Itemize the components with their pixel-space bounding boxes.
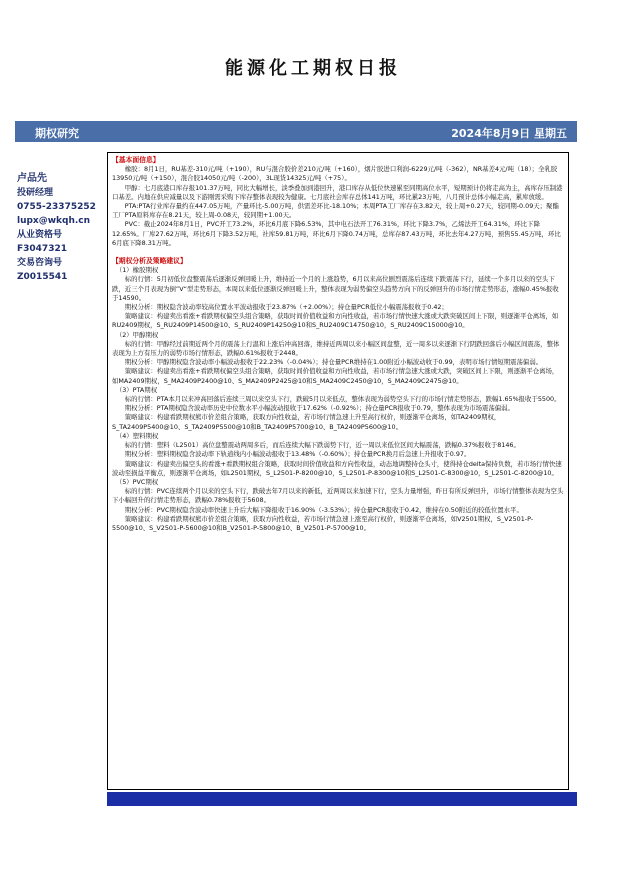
- analysis-subheading: （1）橡胶期权: [115, 266, 159, 275]
- analysis-paragraph: 标的行情：PTA本月以来冲高回落后连续三周以来空头下行，跌破5月以来低点，整体表现为弱势空头下行的市场行情走势形态，跌幅1.65%报收于5500。: [124, 395, 561, 404]
- analysis-paragraph: 期权分析：PVC期权隐含波动率快速上升后大幅下降报收于16.90%（-3.53%）；持仓量PCR报收于0.42，维持在0.50附近的较低位置水平。: [124, 505, 523, 514]
- analyst-name: 卢品先: [17, 173, 47, 184]
- qualification-label: 从业资格号: [17, 230, 63, 240]
- analyst-info: [17, 172, 105, 284]
- report-content: [107, 152, 569, 790]
- qualification-number: F3047321: [17, 244, 67, 254]
- analysis-list: [112, 266, 564, 533]
- section-banner: [15, 121, 577, 142]
- banner-category: 期权研究: [35, 127, 79, 140]
- analysis-subheading: （3）PTA期权: [115, 385, 158, 394]
- analysis-paragraph: 标的行情：5月初低位盘整震荡后逐渐反弹回暖上升，维持近一个月的上涨趋势，6月以来高位剧烈震荡后连续下跌震荡下行，延续一个多月以来的空头下跌，近三个月表现为倒”V“型走势形态，本周以来低位逐渐反弹回暖上升，整体表现为弱势偏空头趋势方向下的反弹回升的市场行情走势形态，涨幅0.45%报收于14590。: [112, 275, 559, 302]
- analysis-paragraph: 标的行情：甲醇经过前期近两个月的震荡上行温和上涨后冲高回落，维持近两周以来小幅区间盘整，近一周多以来逐渐下行阴跌回落后小幅区间震荡，整体表现为上方有压力的弱势市场行情形态，跌幅0.61%报收于2448。: [112, 339, 560, 358]
- analysis-paragraph: 策略建议：构建看跌期权熊市价差组合策略，获取方向性收益，若市场行情急速上涨至高行权价，则逐渐平仓离场，如V2501期权，S_V2501-P-5500@10、S_V2501-P-5600@10和B_V2501-P-5800@10、B_V2501-P-5700@10。: [112, 514, 534, 532]
- analysis-paragraph: 策略建议：构建卖出偏空头的看涨+看跌期权组合策略，获取时间价值收益和方向性收益，动态地调整持仓头寸，使得持仓delta保持负数，若市场行情快速波动至损益平衡点，则逐渐平仓离场，如L2501期权，S_L2501-P-8200@10，S_L2501-P-8300@10和S_L2501-C-8300@10，S_L2501-C-8200@10。: [112, 459, 562, 477]
- analysis-heading: 【期权分析及策略建议】: [112, 257, 187, 266]
- basic-info-heading: 【基本面信息】: [112, 156, 160, 164]
- analysis-paragraph: 期权分析：甲醇期权隐含波动率小幅波动报收于22.23%（-0.04%）；持仓量PCR维持在1.00附近小幅波动收于0.99，表明市场行情短期震荡偏弱。: [124, 358, 543, 367]
- analysis-subheading: （4）塑料期权: [115, 431, 159, 440]
- analysis-subheading: （5）PVC期权: [115, 477, 159, 486]
- basic-paragraph: PTA:PTA行业库存量约在447.05万吨，产量环比-5.00万吨，供需差环比-18.10%；本周PTA工厂库存在3.82天，较上周+0.27天，较同期-0.09天；聚酯工厂PTA原料库存在8.21天，较上周-0.08天，较同期+1.00天。: [112, 202, 559, 220]
- analyst-title: 投研经理: [17, 188, 54, 198]
- analysis-paragraph: 期权分析：期权隐含波动率较高位置水平波动报收于23.87%（+2.00%）；持仓量PCR低位小幅震荡报收于0.42；: [124, 303, 448, 312]
- analysis-paragraph: 策略建议：构建看跌期权熊市价差组合策略，获取方向性收益，若市场行情急速上升至高行权价，则逐渐平仓离场，如TA2409期权，S_TA2409P5400@10、S_TA2409P5500@10和B_TA2409P5700@10、B_TA2409P5600@10。: [112, 413, 501, 431]
- basic-paragraph: 橡胶：8月1日，RU基差-310元/吨（+190），RU与混合胶价差210元/吨（+160），烟片胶进口利润-6229元/吨（-362），NR基差4元/吨（18）；全乳胶13950元/吨（+150），混合胶14050元/吨（-200），3L现货14325元/吨（+75）。: [112, 165, 558, 183]
- analysis-paragraph: 期权分析：PTA期权隐含波动率历史中位数水平小幅波动报收于17.62%（-0.92%）；持仓量PCR报收于0.79，整体表现为市场震荡偏弱。: [124, 404, 514, 413]
- consulting-label: 交易咨询号: [17, 258, 63, 268]
- basic-paragraph: PVC：截止2024年8月1日，PVC开工73.2%，环比6月底下降6.53%，其中电石法开工76.31%，环比下降3.7%，乙烯法开工64.31%，环比下降12.65%。厂库27.62万吨，环比6月下降3.52万吨，社库59.81万吨，环比6月下降0.74万吨，总库存87.43万吨，环比去年4.27万吨，预售55.45万吨，环比6月底下降8.31万吨。: [112, 220, 561, 247]
- consulting-number: Z0015541: [17, 272, 68, 282]
- analysis-paragraph: 策略建议：构建卖出看涨+看跌期权偏空头组合策略，获取时间价值收益和方向性收益，若市场行情急速大涨或大跌，突破区间上下限，则逐渐平仓离场，如MA2409期权，S_MA2409P2400@10、S_MA2409P2425@10和S_MA2409C2450@10，S_MA2409C2475@10。: [112, 367, 559, 385]
- analysis-paragraph: 策略建议：构建卖出看涨+看跌期权偏空头组合策略，获取时间价值收益和方向性收益，若市场行情快速大涨或大跌突破区间上下限，则逐渐平仓离场，如RU2409期权，S_RU2409P14500@10、S_RU2409P14250@10和S_RU2409C14750@10，S_RU2409C15000@10。: [112, 312, 559, 330]
- basic-paragraph: 甲醇：七月底港口库存报101.37万吨，同比大幅增长，淡季叠加到港回升，港口库存从低位快速累至同期高位水平，短期预计仍将走高为主，高库存压制港口基差。内地在供应减量以及下游刚需采购下库存整体表现较为健康。七月底社会库存总体141万吨，环比累23万吨，八月预计总体小幅走高，累库放缓。: [112, 183, 563, 201]
- banner-date: 2024年8月9日 星期五: [451, 127, 567, 140]
- analyst-phone: 0755-23375252: [17, 202, 96, 212]
- footer-bar: [107, 792, 577, 806]
- analysis-subheading: （2）甲醇期权: [115, 330, 159, 339]
- analyst-email: lupx@wkqh.cn: [17, 216, 91, 226]
- analysis-paragraph: 标的行情：塑料（L2501）高位盘整震动两周多后，而后连续大幅下跌弱势下行，近一周以来低位区间大幅震荡，跌幅0.37%报收于8146。: [124, 441, 520, 450]
- analysis-paragraph: 标的行情：PVC连续两个月以来的空头下行，跌破去年7月以来的新低，近两周以来加速下行，空头力量增强，昨日有所反弹回升，市场行情整体表现为空头下小幅回升的行情走势形态，跌幅0.78%报收于5608。: [112, 487, 564, 505]
- analysis-paragraph: 期权分析：塑料期权隐含波动率下轨道线内小幅波动报收于13.48%（-0.60%）；持仓量PCR换月后急速上升报收于0.97。: [124, 450, 471, 459]
- report-title: 能源化工期权日报: [225, 58, 401, 79]
